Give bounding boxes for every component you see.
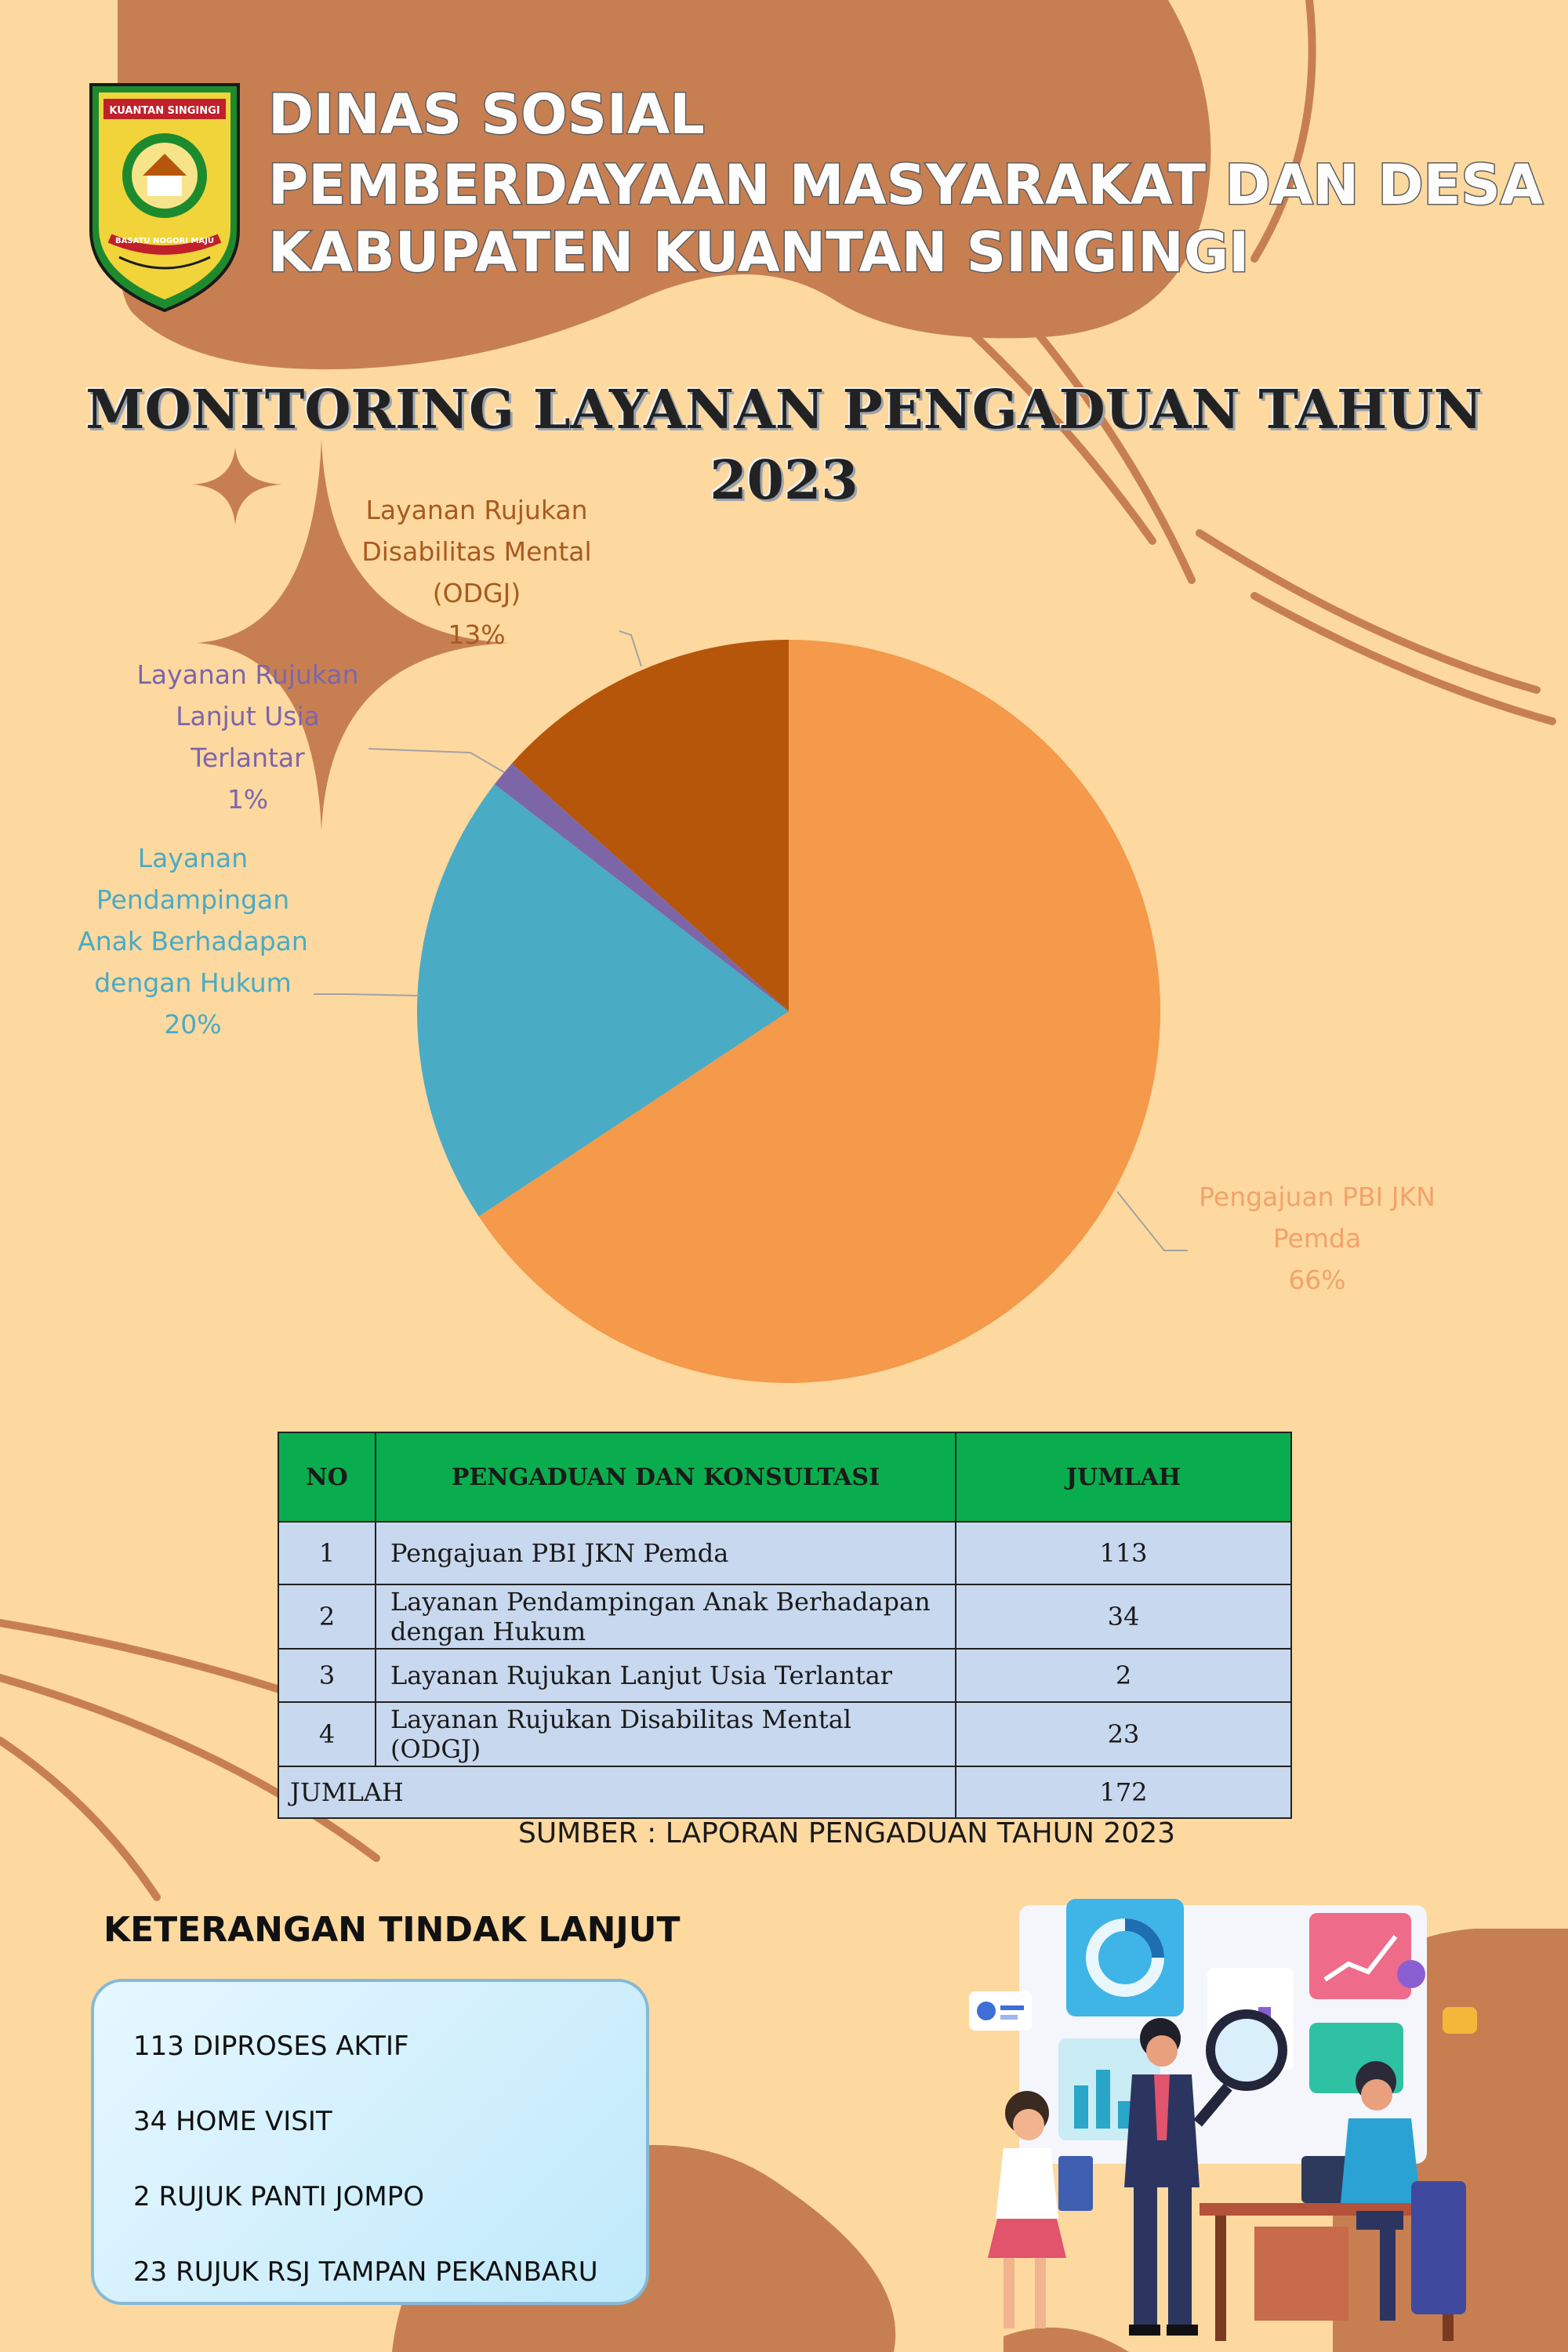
source-note: SUMBER : LAPORAN PENGADUAN TAHUN 2023 (517, 1817, 1176, 1849)
slice-label: Layanan Pendampingan Anak Berhadapan dengan Hukum 20% (78, 843, 308, 1040)
leader-line (314, 994, 420, 996)
leader-line (368, 749, 504, 772)
leader-line (1117, 1192, 1188, 1250)
table-header-count: JUMLAH (956, 1432, 1291, 1522)
row-count: 23 (956, 1702, 1291, 1766)
row-count: 2 (956, 1649, 1291, 1702)
logo-text-bottom: BASATU NOGORI MAJU (115, 237, 214, 245)
followup-item: 34 HOME VISIT (133, 2106, 332, 2137)
complaints-table (278, 1432, 1292, 1819)
table-row (278, 1522, 1291, 1584)
leader-line (619, 631, 641, 666)
followup-item: 2 RUJUK PANTI JOMPO (133, 2181, 424, 2212)
row-count: 113 (956, 1522, 1291, 1584)
row-no: 1 (278, 1522, 376, 1584)
table-header-no: NO (278, 1432, 376, 1522)
row-no: 2 (278, 1584, 376, 1649)
row-name: Layanan Rujukan Disabilitas Mental (ODGJ) (376, 1702, 956, 1766)
slice-label: Layanan Rujukan Lanjut Usia Terlantar 1% (136, 659, 359, 815)
row-name: Layanan Rujukan Lanjut Usia Terlantar (376, 1649, 956, 1702)
header-line-2: PEMBERDAYAAN MASYARAKAT DAN DESA (268, 153, 1544, 217)
followup-item: 113 DIPROSES AKTIF (133, 2031, 409, 2062)
row-count: 34 (956, 1584, 1291, 1649)
followup-title: KETERANGAN TINDAK LANJUT (103, 1910, 681, 1950)
followup-box (91, 1979, 649, 2305)
logo-text-top: KUANTAN SINGINGI (109, 105, 220, 117)
table-header-name: PENGADUAN DAN KONSULTASI (376, 1432, 956, 1522)
total-value: 172 (956, 1766, 1291, 1818)
row-no: 4 (278, 1702, 376, 1766)
total-label: JUMLAH (278, 1766, 956, 1818)
header-line-1: DINAS SOSIAL (268, 82, 705, 147)
row-no: 3 (278, 1649, 376, 1702)
header-line-3: KABUPATEN KUANTAN SINGINGI (268, 220, 1250, 285)
row-name: Pengajuan PBI JKN Pemda (376, 1522, 956, 1584)
page-title: MONITORING LAYANAN PENGADUAN TAHUN 2023 (85, 379, 1483, 512)
table-row (278, 1584, 1291, 1649)
table-total-row (278, 1766, 1291, 1818)
table-row (278, 1649, 1291, 1702)
followup-item: 23 RUJUK RSJ TAMPAN PEKANBARU (133, 2256, 598, 2288)
slice-label: Layanan Rujukan Disabilitas Mental (ODGJ) 13% (361, 495, 592, 650)
analytics-team-illustration (941, 1889, 1505, 2352)
row-name: Layanan Pendampingan Anak Berhadapan dengan Hukum (376, 1584, 956, 1649)
slice-label: Pengajuan PBI JKN Pemda 66% (1199, 1181, 1436, 1295)
table-row (278, 1702, 1291, 1766)
